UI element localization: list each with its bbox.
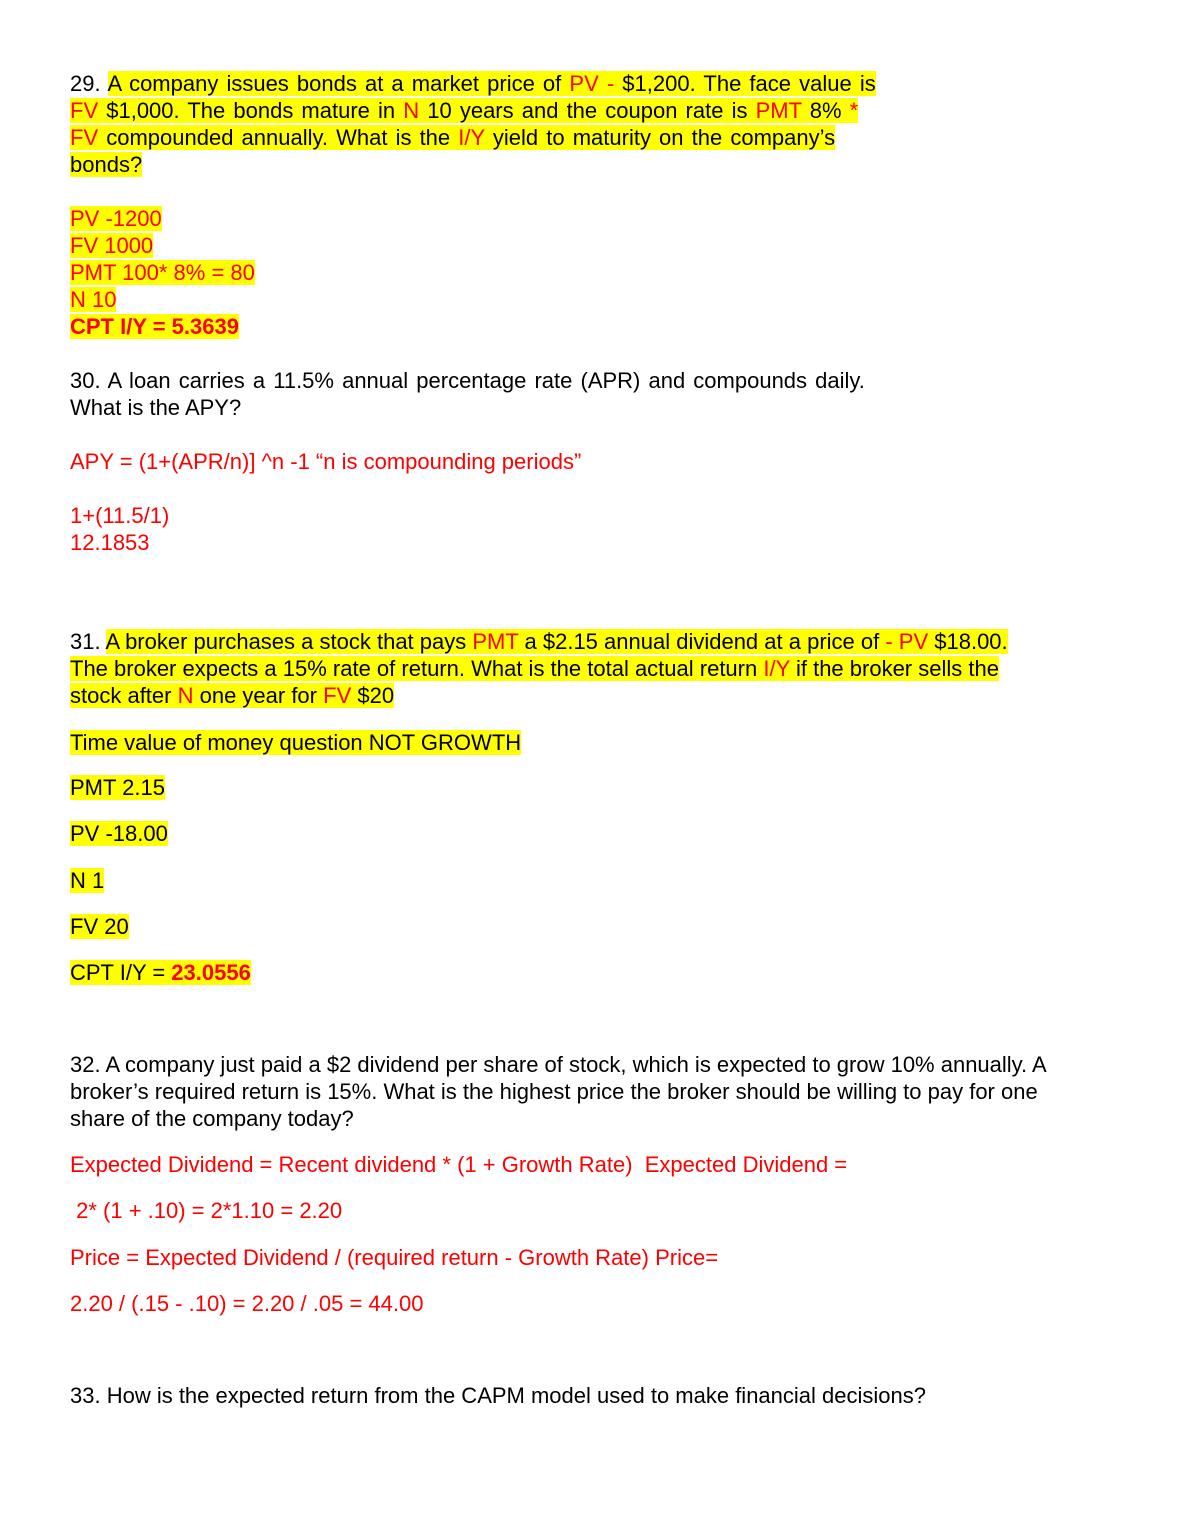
iy-term: I/Y xyxy=(458,125,485,150)
q32-work-line: 2* (1 + .10) = 2*1.10 = 2.20 xyxy=(70,1198,343,1223)
q30-formula: APY = (1+(APR/n)] ^n -1 “n is compounding periods” xyxy=(70,449,582,474)
question-number: 31. xyxy=(70,629,101,654)
highlight: stock after N one year for FV $20 xyxy=(70,683,395,708)
fv-term: FV xyxy=(70,98,99,123)
q31-work-line: PMT 2.15 xyxy=(70,775,165,800)
q32-line-2: broker’s required return is 15%. What is the highest price the broker should be willing to pay for one xyxy=(70,1079,1038,1104)
q29-line-4: bonds? xyxy=(70,152,143,177)
q30-line-2: What is the APY? xyxy=(70,395,242,420)
pv-term: PV - xyxy=(569,71,623,96)
highlight: FV $1,000. The bonds mature in N 10 years and the coupon rate is PMT 8% * xyxy=(70,98,859,123)
q29-work-line: N 10 xyxy=(70,287,117,312)
iy-term: I/Y xyxy=(763,656,790,681)
q29-line-1 xyxy=(70,70,876,97)
n-term: N xyxy=(403,98,420,123)
fv-term: FV xyxy=(323,683,352,708)
q32-line-1: 32. A company just paid a $2 dividend per share of stock, which is expected to grow 10% annually. A xyxy=(70,1052,1047,1077)
pmt-term: PMT xyxy=(755,98,802,123)
n-term: N xyxy=(177,683,194,708)
q31-work-line: FV 20 xyxy=(70,914,129,939)
q32-work-line: Price = Expected Dividend / (required return - Growth Rate) Price= xyxy=(70,1245,719,1270)
pv-term: - PV xyxy=(885,629,929,654)
q31-work-line: PV -18.00 xyxy=(70,821,168,846)
q31-answer xyxy=(70,959,251,986)
highlight: FV compounded annually. What is the I/Y yield to maturity on the company’s xyxy=(70,125,836,150)
q32-work-line: 2.20 / (.15 - .10) = 2.20 / .05 = 44.00 xyxy=(70,1291,424,1316)
q31-line-1 xyxy=(70,628,1008,655)
q32-work-line: Expected Dividend = Recent dividend * (1 + Growth Rate) Expected Dividend = xyxy=(70,1152,848,1177)
q31-note: Time value of money question NOT GROWTH xyxy=(70,730,522,755)
q29-line-2 xyxy=(70,97,858,124)
q29-work-line: PMT 100* 8% = 80 xyxy=(70,260,255,285)
q30-line-1: 30. A loan carries a 11.5% annual percentage rate (APR) and compounds daily. xyxy=(70,368,865,393)
q29-line-3 xyxy=(70,124,835,151)
highlight: The broker expects a 15% rate of return. What is the total actual return I/Y if the broker sells the xyxy=(70,656,999,681)
q31-line-2 xyxy=(70,655,999,682)
highlight: A company issues bonds at a market price of PV - $1,200. The face value is xyxy=(107,71,876,96)
q31-line-3 xyxy=(70,682,394,709)
q29-work-line: PV -1200 xyxy=(70,206,162,231)
fv-term: FV xyxy=(70,125,99,150)
q32-line-3: share of the company today? xyxy=(70,1106,354,1131)
q30-work-line: 1+(11.5/1) xyxy=(70,503,170,528)
highlight: A broker purchases a stock that pays PMT a $2.15 annual dividend at a price of - PV $18.00. xyxy=(105,629,1008,654)
q29-answer: CPT I/Y = 5.3639 xyxy=(70,314,239,339)
q30-work-line: 12.1853 xyxy=(70,530,150,555)
q29-work-line: FV 1000 xyxy=(70,233,154,258)
pmt-term: PMT xyxy=(472,629,519,654)
highlight: CPT I/Y = 23.0556 xyxy=(70,960,251,985)
q33-line-1: 33. How is the expected return from the CAPM model used to make financial decisions? xyxy=(70,1383,926,1408)
q31-work-line: N 1 xyxy=(70,868,105,893)
question-number: 29. xyxy=(70,71,101,96)
